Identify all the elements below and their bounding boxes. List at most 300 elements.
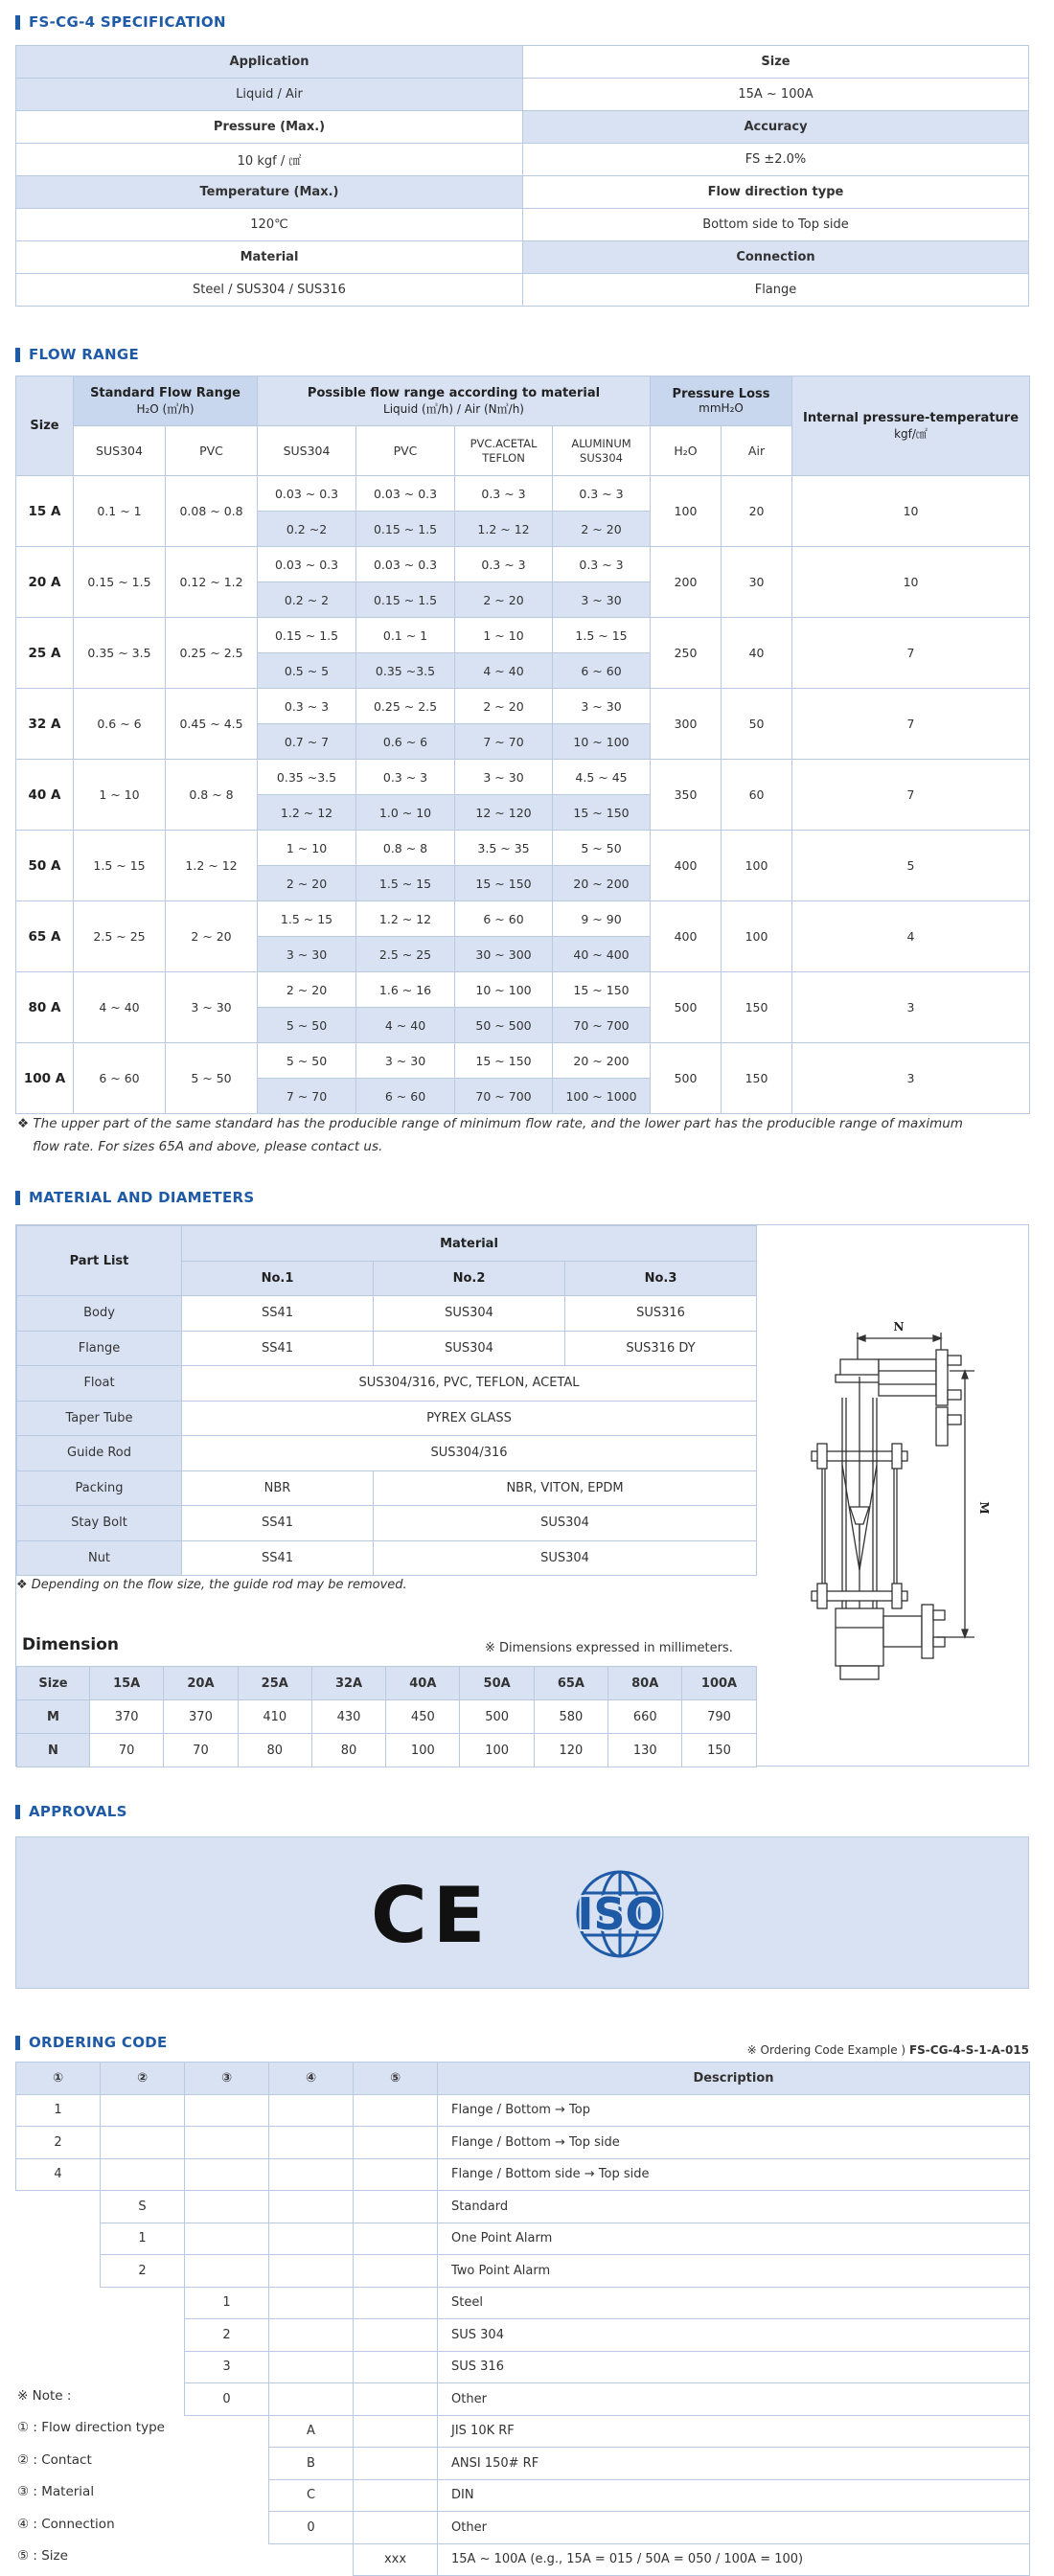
flow-header-possible-label: Possible flow range according to material [307, 385, 601, 400]
section-marker-icon [15, 1191, 20, 1205]
material-part-name: Packing [17, 1470, 182, 1506]
flow-possible-max: 7 ~ 70 [258, 1079, 356, 1114]
ordering-header-cell: ④ [269, 2063, 354, 2095]
section-marker-icon [15, 15, 20, 30]
flow-possible-max: 5 ~ 50 [258, 1008, 356, 1043]
material-table [16, 1225, 757, 1576]
ordering-description: Steel [438, 2287, 1030, 2319]
flow-loss-air: 100 [722, 901, 792, 972]
dimension-cell: 120 [534, 1734, 607, 1767]
dimension-cell: 40A [386, 1667, 460, 1700]
flow-possible-min: 0.3 ~ 3 [455, 476, 553, 512]
flow-subheader: PVC.ACETAL TEFLON [455, 426, 553, 476]
ordering-blank-cell [185, 2127, 269, 2159]
ordering-blank-cell [185, 2094, 269, 2127]
flow-possible-min: 3 ~ 30 [455, 760, 553, 795]
ordering-row [16, 2351, 1030, 2383]
flow-std-sus304: 4 ~ 40 [74, 972, 166, 1043]
dimension-cell: 100 [386, 1734, 460, 1767]
approvals-section-title [15, 1803, 127, 1820]
ordering-header-cell: ① [16, 2063, 101, 2095]
spec-value: Flange [523, 274, 1029, 307]
ordering-row [16, 2287, 1030, 2319]
ordering-section-title [15, 2034, 168, 2051]
spec-value: 120℃ [16, 209, 523, 241]
ce-mark-logo: CE [371, 1871, 492, 1960]
ordering-row [16, 2094, 1030, 2127]
flow-size: 65 A [16, 901, 74, 972]
flow-internal-pressure: 7 [792, 689, 1030, 760]
spec-row [16, 79, 1029, 111]
ordering-empty-cell [185, 2543, 269, 2576]
flow-possible-min: 0.3 ~ 3 [356, 760, 455, 795]
flow-possible-max: 2 ~ 20 [258, 866, 356, 901]
ordering-code: 1 [101, 2223, 185, 2255]
flow-possible-max: 4 ~ 40 [356, 1008, 455, 1043]
flow-possible-max: 0.15 ~ 1.5 [356, 512, 455, 547]
flow-possible-min: 0.25 ~ 2.5 [356, 689, 455, 724]
flow-possible-max: 2.5 ~ 25 [356, 937, 455, 972]
dimension-cell: 80A [608, 1667, 682, 1700]
ordering-code: 1 [16, 2094, 101, 2127]
flow-section-title [15, 346, 139, 363]
ordering-empty-cell [16, 2255, 101, 2288]
spec-label: Connection [523, 241, 1029, 274]
ordering-note-title: ※ Note : [17, 2388, 72, 2404]
ordering-blank-cell [354, 2191, 438, 2223]
flow-std-pvc: 0.8 ~ 8 [166, 760, 258, 831]
ordering-blank-cell [101, 2127, 185, 2159]
material-header-no3: No.3 [565, 1262, 757, 1296]
flow-std-sus304: 1 ~ 10 [74, 760, 166, 831]
flow-possible-max: 20 ~ 200 [553, 866, 651, 901]
material-cell: SS41 [182, 1331, 374, 1366]
dimension-cell: 32A [311, 1667, 385, 1700]
ordering-description: Two Point Alarm [438, 2255, 1030, 2288]
material-row [17, 1366, 757, 1402]
ordering-blank-cell [269, 2383, 354, 2416]
ordering-legend-item: ④ : Connection [17, 2516, 115, 2532]
ordering-empty-cell [101, 2287, 185, 2319]
flow-std-sus304: 0.15 ~ 1.5 [74, 547, 166, 618]
flow-internal-pressure: 5 [792, 831, 1030, 901]
ordering-empty-cell [101, 2319, 185, 2352]
material-header-no1: No.1 [182, 1262, 374, 1296]
ordering-example [747, 2043, 1029, 2057]
flow-possible-min: 5 ~ 50 [258, 1043, 356, 1079]
flow-loss-h2o: 400 [651, 831, 722, 901]
flow-possible-min: 0.03 ~ 0.3 [356, 476, 455, 512]
ordering-row [16, 2158, 1030, 2191]
flow-possible-min: 15 ~ 150 [553, 972, 651, 1008]
flow-possible-max: 0.2 ~2 [258, 512, 356, 547]
spec-title-text: FS-CG-4 SPECIFICATION [29, 13, 226, 31]
ordering-row [16, 2127, 1030, 2159]
material-cell: SUS304/316 [182, 1436, 757, 1471]
flow-size: 32 A [16, 689, 74, 760]
dimension-cell: 580 [534, 1700, 607, 1734]
flow-size: 100 A [16, 1043, 74, 1114]
dimension-cell: 660 [608, 1700, 682, 1734]
dimension-cell: 410 [238, 1700, 311, 1734]
ordering-blank-cell [101, 2158, 185, 2191]
material-title-text: MATERIAL AND DIAMETERS [29, 1189, 255, 1206]
ordering-blank-cell [269, 2158, 354, 2191]
spec-row [16, 176, 1029, 209]
ordering-description: Other [438, 2383, 1030, 2416]
ordering-blank-cell [354, 2383, 438, 2416]
flow-header-loss [651, 376, 792, 426]
flow-possible-min: 3 ~ 30 [356, 1043, 455, 1079]
dimension-cell: 370 [164, 1700, 238, 1734]
iso-logo-text: ISO [577, 1888, 663, 1940]
dimension-cell: 50A [460, 1667, 534, 1700]
spec-label: Accuracy [523, 111, 1029, 144]
flow-possible-max: 0.7 ~ 7 [258, 724, 356, 760]
flow-std-sus304: 1.5 ~ 15 [74, 831, 166, 901]
flow-possible-min: 1.2 ~ 12 [356, 901, 455, 937]
ordering-row [16, 2479, 1030, 2512]
drawing-label-n: N [893, 1320, 905, 1334]
ordering-row [16, 2543, 1030, 2576]
flow-possible-min: 9 ~ 90 [553, 901, 651, 937]
flow-note [17, 1112, 963, 1158]
ordering-description: SUS 304 [438, 2319, 1030, 2352]
flow-header-loss-label: Pressure Loss [672, 387, 770, 401]
flow-possible-min: 15 ~ 150 [455, 1043, 553, 1079]
ordering-empty-cell [16, 2287, 101, 2319]
spec-value: FS ±2.0% [523, 144, 1029, 176]
ordering-blank-cell [269, 2351, 354, 2383]
ordering-empty-cell [185, 2448, 269, 2480]
flow-std-pvc: 2 ~ 20 [166, 901, 258, 972]
diamond-bullet-icon: ❖ [16, 1578, 28, 1592]
ordering-description: Other [438, 2512, 1030, 2544]
material-cell: SS41 [182, 1540, 374, 1576]
flow-possible-max: 70 ~ 700 [553, 1008, 651, 1043]
ordering-code: 2 [16, 2127, 101, 2159]
material-row [17, 1506, 757, 1541]
flow-possible-min: 1 ~ 10 [258, 831, 356, 866]
ordering-example-code: FS-CG-4-S-1-A-015 [908, 2043, 1029, 2057]
ordering-description: JIS 10K RF [438, 2415, 1030, 2448]
ordering-row [16, 2448, 1030, 2480]
ordering-legend-item: ⑤ : Size [17, 2548, 68, 2564]
material-part-name: Flange [17, 1331, 182, 1366]
flow-possible-max: 1.2 ~ 12 [455, 512, 553, 547]
flow-possible-max: 2 ~ 20 [455, 582, 553, 618]
ordering-blank-cell [269, 2255, 354, 2288]
flow-internal-pressure: 7 [792, 618, 1030, 689]
ordering-code: A [269, 2415, 354, 2448]
ordering-blank-cell [354, 2512, 438, 2544]
ordering-blank-cell [269, 2191, 354, 2223]
flow-possible-min: 1.5 ~ 15 [553, 618, 651, 653]
flow-std-sus304: 2.5 ~ 25 [74, 901, 166, 972]
flow-header-internal-label: Internal pressure-temperature [803, 410, 1020, 425]
flow-size: 25 A [16, 618, 74, 689]
ordering-blank-cell [269, 2127, 354, 2159]
ordering-empty-cell [16, 2319, 101, 2352]
spec-label: Application [16, 46, 523, 79]
material-cell: SUS316 DY [565, 1331, 757, 1366]
dimension-cell: N [17, 1734, 90, 1767]
spec-label: Flow direction type [523, 176, 1029, 209]
flow-possible-min: 6 ~ 60 [455, 901, 553, 937]
flow-possible-max: 15 ~ 150 [455, 866, 553, 901]
dimension-note: ※ Dimensions expressed in millimeters. [485, 1641, 733, 1655]
material-part-name: Nut [17, 1540, 182, 1576]
flow-size: 15 A [16, 476, 74, 547]
flow-std-pvc: 1.2 ~ 12 [166, 831, 258, 901]
ordering-blank-cell [354, 2223, 438, 2255]
flow-internal-pressure: 10 [792, 476, 1030, 547]
ordering-row [16, 2191, 1030, 2223]
flow-possible-max: 30 ~ 300 [455, 937, 553, 972]
flow-row-upper [16, 901, 1030, 937]
flow-size: 40 A [16, 760, 74, 831]
flow-row-upper [16, 831, 1030, 866]
ordering-blank-cell [354, 2415, 438, 2448]
material-header-material: Material [182, 1226, 757, 1262]
flow-loss-h2o: 500 [651, 1043, 722, 1114]
dimension-cell: 790 [682, 1700, 756, 1734]
flow-possible-max: 1.0 ~ 10 [356, 795, 455, 831]
ordering-description: 15A ~ 100A (e.g., 15A = 015 / 50A = 050 / 100A = 100) [438, 2543, 1030, 2576]
ordering-description: Standard [438, 2191, 1030, 2223]
flow-row-upper [16, 689, 1030, 724]
dimension-title: Dimension [22, 1635, 120, 1654]
ordering-blank-cell [354, 2287, 438, 2319]
flow-std-sus304: 6 ~ 60 [74, 1043, 166, 1114]
spec-label: Pressure (Max.) [16, 111, 523, 144]
ordering-blank-cell [185, 2158, 269, 2191]
ordering-code: 0 [185, 2383, 269, 2416]
flow-internal-pressure: 10 [792, 547, 1030, 618]
material-note-text: Depending on the flow size, the guide rod may be removed. [31, 1578, 407, 1592]
ordering-code: 0 [269, 2512, 354, 2544]
ordering-empty-cell [101, 2448, 185, 2480]
material-cell: NBR [182, 1470, 374, 1506]
flow-row-upper [16, 547, 1030, 582]
ordering-code: 3 [185, 2351, 269, 2383]
ordering-code: B [269, 2448, 354, 2480]
dimension-cell: 20A [164, 1667, 238, 1700]
ordering-blank-cell [354, 2319, 438, 2352]
flow-range-table [15, 376, 1030, 1114]
ordering-empty-cell [101, 2543, 185, 2576]
flow-row-upper [16, 618, 1030, 653]
flow-std-pvc: 5 ~ 50 [166, 1043, 258, 1114]
flow-possible-max: 50 ~ 500 [455, 1008, 553, 1043]
ordering-empty-cell [101, 2479, 185, 2512]
spec-value: Bottom side to Top side [523, 209, 1029, 241]
ordering-header-cell: ③ [185, 2063, 269, 2095]
dimension-m-row [17, 1700, 757, 1734]
material-cell: SUS304/316, PVC, TEFLON, ACETAL [182, 1366, 757, 1402]
material-row [17, 1470, 757, 1506]
material-cell: SUS304 [374, 1506, 757, 1541]
flow-header-size: Size [16, 376, 74, 476]
flow-possible-min: 10 ~ 100 [455, 972, 553, 1008]
spec-row [16, 144, 1029, 176]
flow-possible-min: 0.3 ~ 3 [553, 476, 651, 512]
material-row [17, 1331, 757, 1366]
ordering-title-text: ORDERING CODE [29, 2034, 168, 2051]
flow-row-upper [16, 972, 1030, 1008]
flow-internal-pressure: 3 [792, 972, 1030, 1043]
flow-size: 50 A [16, 831, 74, 901]
ordering-blank-cell [354, 2479, 438, 2512]
ordering-blank-cell [101, 2094, 185, 2127]
flow-row-upper [16, 476, 1030, 512]
flow-loss-h2o: 400 [651, 901, 722, 972]
dimension-cell: 15A [90, 1667, 164, 1700]
dimension-cell: 80 [311, 1734, 385, 1767]
ordering-example-prefix: ※ Ordering Code Example ) [746, 2043, 906, 2057]
flow-loss-air: 40 [722, 618, 792, 689]
flow-internal-pressure: 3 [792, 1043, 1030, 1114]
material-section-title [15, 1189, 254, 1206]
flow-header-standard-label: Standard Flow Range [90, 385, 241, 400]
spec-label: Material [16, 241, 523, 274]
material-part-name: Body [17, 1296, 182, 1332]
section-marker-icon [15, 2036, 20, 2050]
flow-row-upper [16, 760, 1030, 795]
flow-possible-min: 0.3 ~ 3 [258, 689, 356, 724]
material-part-name: Taper Tube [17, 1401, 182, 1436]
material-cell: SUS304 [374, 1331, 565, 1366]
material-row [17, 1296, 757, 1332]
flow-header-loss-unit: mmH₂O [699, 401, 744, 415]
dimension-n-row [17, 1734, 757, 1767]
ordering-legend-item: ③ : Material [17, 2484, 95, 2499]
ordering-code: xxx [354, 2543, 438, 2576]
flow-header-internal-unit: kgf/㎠ [894, 426, 928, 441]
ordering-code: 2 [101, 2255, 185, 2288]
dimension-cell: 450 [386, 1700, 460, 1734]
flow-loss-h2o: 250 [651, 618, 722, 689]
flow-std-sus304: 0.6 ~ 6 [74, 689, 166, 760]
flow-possible-max: 12 ~ 120 [455, 795, 553, 831]
ordering-header-cell: ② [101, 2063, 185, 2095]
ordering-blank-cell [354, 2255, 438, 2288]
ordering-empty-cell [185, 2479, 269, 2512]
spec-label: Temperature (Max.) [16, 176, 523, 209]
material-cell: SS41 [182, 1506, 374, 1541]
iso-logo [562, 1864, 677, 1964]
flow-possible-max: 3 ~ 30 [553, 582, 651, 618]
flow-header-internal [792, 376, 1030, 476]
spec-value: Steel / SUS304 / SUS316 [16, 274, 523, 307]
flow-note-line2: flow rate. For sizes 65A and above, please contact us. [33, 1139, 383, 1154]
flow-loss-air: 150 [722, 1043, 792, 1114]
ordering-blank-cell [354, 2158, 438, 2191]
spec-row [16, 274, 1029, 307]
flow-std-pvc: 0.45 ~ 4.5 [166, 689, 258, 760]
ordering-code: 4 [16, 2158, 101, 2191]
ordering-blank-cell [269, 2319, 354, 2352]
flow-loss-air: 100 [722, 831, 792, 901]
flow-possible-max: 2 ~ 20 [553, 512, 651, 547]
flow-loss-air: 150 [722, 972, 792, 1043]
flow-possible-min: 2 ~ 20 [258, 972, 356, 1008]
flow-possible-min: 0.1 ~ 1 [356, 618, 455, 653]
flow-std-pvc: 0.25 ~ 2.5 [166, 618, 258, 689]
dimension-cell: Size [17, 1667, 90, 1700]
dimension-cell: 80 [238, 1734, 311, 1767]
ordering-row [16, 2512, 1030, 2544]
dimension-cell: 25A [238, 1667, 311, 1700]
flow-possible-max: 6 ~ 60 [356, 1079, 455, 1114]
flow-subheader: ALUMINUM SUS304 [553, 426, 651, 476]
ordering-empty-cell [16, 2191, 101, 2223]
ordering-empty-cell [16, 2223, 101, 2255]
spec-table [15, 45, 1029, 307]
flow-possible-max: 10 ~ 100 [553, 724, 651, 760]
spec-row [16, 111, 1029, 144]
flow-possible-max: 0.35 ~3.5 [356, 653, 455, 689]
flow-possible-min: 0.3 ~ 3 [455, 547, 553, 582]
flow-size: 20 A [16, 547, 74, 618]
flow-possible-max: 40 ~ 400 [553, 937, 651, 972]
flow-header-standard-unit: H₂O (㎥/h) [136, 401, 195, 416]
spec-section-title [15, 13, 226, 31]
flow-possible-min: 20 ~ 200 [553, 1043, 651, 1079]
flow-loss-air: 30 [722, 547, 792, 618]
flow-possible-max: 7 ~ 70 [455, 724, 553, 760]
flow-possible-max: 0.2 ~ 2 [258, 582, 356, 618]
flow-header-possible-unit: Liquid (㎥/h) / Air (N㎥/h) [383, 401, 524, 416]
flow-size: 80 A [16, 972, 74, 1043]
flow-internal-pressure: 4 [792, 901, 1030, 972]
flow-loss-h2o: 500 [651, 972, 722, 1043]
flow-possible-max: 3 ~ 30 [258, 937, 356, 972]
flow-possible-max: 0.15 ~ 1.5 [356, 582, 455, 618]
flow-possible-max: 15 ~ 150 [553, 795, 651, 831]
flow-loss-h2o: 350 [651, 760, 722, 831]
ordering-code-table [15, 2062, 1030, 2576]
flow-std-pvc: 0.12 ~ 1.2 [166, 547, 258, 618]
dimension-cell: M [17, 1700, 90, 1734]
flow-possible-min: 2 ~ 20 [455, 689, 553, 724]
flow-subheader: PVC [356, 426, 455, 476]
flow-subheader: SUS304 [74, 426, 166, 476]
flow-loss-h2o: 200 [651, 547, 722, 618]
flow-std-pvc: 3 ~ 30 [166, 972, 258, 1043]
flow-title-text: FLOW RANGE [29, 346, 140, 363]
flow-possible-min: 3.5 ~ 35 [455, 831, 553, 866]
material-row [17, 1436, 757, 1471]
flow-possible-min: 5 ~ 50 [553, 831, 651, 866]
spec-label: Size [523, 46, 1029, 79]
dimension-cell: 100A [682, 1667, 756, 1700]
material-row [17, 1401, 757, 1436]
dimension-cell: 150 [682, 1734, 756, 1767]
ordering-empty-cell [185, 2415, 269, 2448]
ordering-header-row [16, 2063, 1030, 2095]
ordering-blank-cell [269, 2094, 354, 2127]
material-panel [15, 1224, 1029, 1767]
ordering-description: Flange / Bottom side → Top side [438, 2158, 1030, 2191]
flow-possible-min: 0.8 ~ 8 [356, 831, 455, 866]
ordering-code: 1 [185, 2287, 269, 2319]
ordering-empty-cell [101, 2351, 185, 2383]
ordering-description: Flange / Bottom → Top side [438, 2127, 1030, 2159]
flow-possible-max: 1.2 ~ 12 [258, 795, 356, 831]
material-part-name: Stay Bolt [17, 1506, 182, 1541]
ordering-empty-cell [269, 2543, 354, 2576]
